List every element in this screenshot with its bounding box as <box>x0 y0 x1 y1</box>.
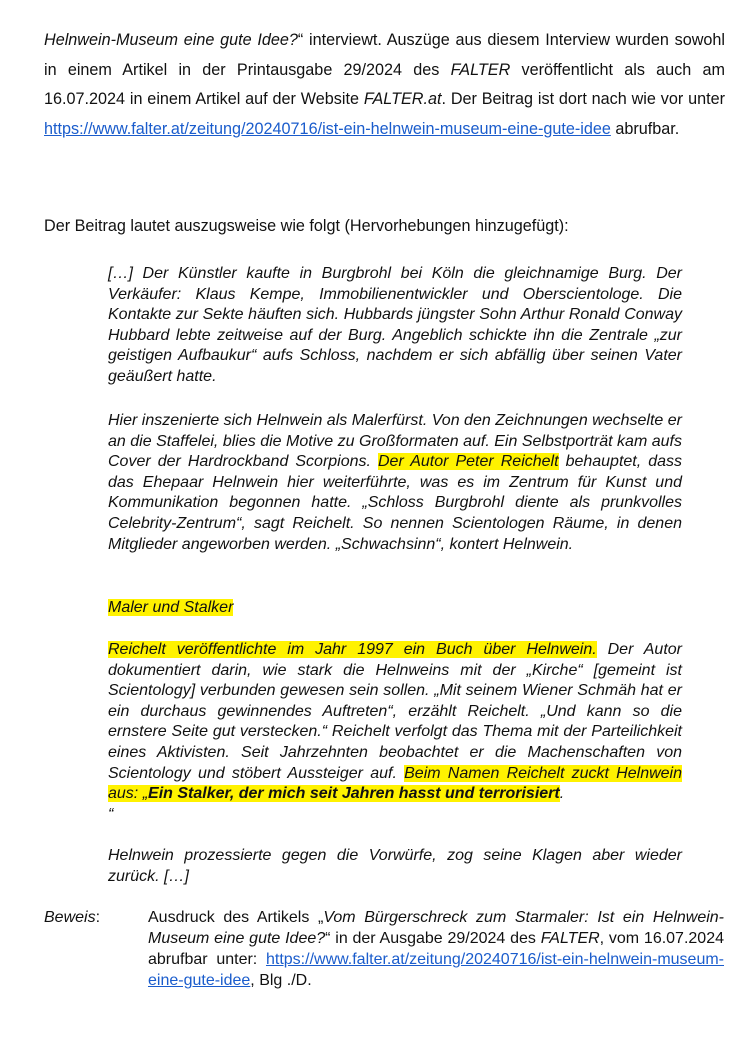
lead-paragraph: Der Beitrag lautet auszugsweise wie folgt (Hervorhebungen hinzugefügt): <box>44 217 569 235</box>
highlighted-text: Reichelt veröffentlichte im Jahr 1997 ein Buch über Helnwein. <box>108 641 597 658</box>
quote-period: . <box>559 785 565 803</box>
evidence-body <box>148 907 724 991</box>
highlighted-text: Der Autor Peter Reichelt <box>378 453 559 471</box>
highlighted-subheading: Maler und Stalker <box>108 599 234 616</box>
quote-subheading <box>108 598 682 619</box>
intro-text-before-link: . Der Beitrag ist dort nach wie vor unter <box>441 90 725 108</box>
article-link[interactable]: https://www.falter.at/zeitung/20240716/ist-ein-helnwein-museum-eine-gute-idee <box>44 119 611 138</box>
falter-name: FALTER <box>450 60 511 79</box>
evidence-link[interactable]: https://www.falter.at/zeitung/20240716/ist-ein-helnwein-museum-eine-gute-idee <box>148 951 724 989</box>
highlighted-text: Beim Namen Reichelt zuckt Helnwein aus: „ <box>108 764 682 803</box>
closing-quote-mark: “ <box>108 805 114 823</box>
quote-paragraph-1: […] Der Künstler kaufte in Burgbrohl bei Köln die gleichnamige Burg. Der Verkäufer: Klaus Kempe, Immobilienentwickler und Oberscientologe. Die Kontakte zur Sekte häuften sich. Hubbards jüngster Sohn Arthur Ronald Conway Hubbard lebte zeitweise auf der Burg. Angeblich schickte ihn die Zentrale „zur geistigen Aufbaukur“ aufs Schloss, nachdem er sich abfällig über seinen Vater geäußert hatte. <box>108 265 682 385</box>
evidence-article-title: Vom Bürgerschreck zum Starmaler: Ist ein Helnwein-Museum eine gute Idee? <box>148 909 724 947</box>
evidence-date: , vom 16.07.2024 abrufbar unter: <box>148 930 724 968</box>
evidence-label-text: Beweis <box>44 909 96 926</box>
evidence-pre: Ausdruck des Artikels „ <box>148 909 324 926</box>
falter-website: FALTER.at <box>363 90 442 108</box>
quote-text: Hier inszenierte sich Helnwein als Malerfürst. Von den Zeichnungen wechselte er an die Staffelei, blies die Motive zu Großformaten auf. Ein Selbstporträt kam aufs Cover der Hardrockband Scorpions. <box>108 412 682 471</box>
intro-text-after-link: abrufbar. <box>610 119 680 138</box>
quote-text: Der Autor dokumentiert darin, wie stark die Helnweins mit der „Kirche“ [gemeint ist Scientology] verbunden gewesen sein sollen. „Mit seinem Wiener Schmäh hat er ein durchaus gewinnendes Auftreten“, erzählt Reichelt. „Und kann so die ernstere Seite gut verstecken.“ Reichelt verfolgt das Thema mit der Parteilichkeit eines Aktivisten. Seit Jahrzehnten beobachtet er die Machenschaften von Scientology und stöbert Aussteiger auf. <box>108 641 682 782</box>
evidence-post: , Blg ./D. <box>250 972 312 989</box>
highlighted-bold-quote: Ein Stalker, der mich seit Jahren hasst und terrorisiert <box>148 785 560 803</box>
intro-text: “ interviewt. Auszüge aus diesem Interview wurden sowohl in einem Artikel in der Printausgabe 29/2024 des <box>44 31 726 79</box>
evidence-label <box>44 907 100 928</box>
evidence-mid: “ in der Ausgabe 29/2024 des <box>325 930 541 947</box>
quote-paragraph-2 <box>108 411 682 555</box>
quote-text: behauptet, dass das Ehepaar Helnwein hier weiterführte, was es im Zentrum für Kunst und Kommunikation begonnen hatte. „Schloss Burgbrohl diente als prunkvolles Celebrity-Zentrum“, sagt Reichelt. So nennen Scientologen Räume, in denen Mitglieder angeworben werden. „Schwachsinn“, kontert Helnwein. <box>108 453 683 553</box>
interview-title: Helnwein-Museum eine gute Idee? <box>44 31 298 49</box>
evidence-colon: : <box>95 909 101 926</box>
intro-paragraph <box>44 26 725 144</box>
evidence-falter: FALTER <box>540 930 600 947</box>
quote-paragraph-4: Helnwein prozessierte gegen die Vorwürfe, zog seine Klagen aber wieder zurück. […] <box>108 847 682 885</box>
intro-text-mid: veröffentlicht als auch am 16.07.2024 in einem Artikel auf der Website <box>44 60 725 108</box>
quote-paragraph-3 <box>108 640 682 825</box>
